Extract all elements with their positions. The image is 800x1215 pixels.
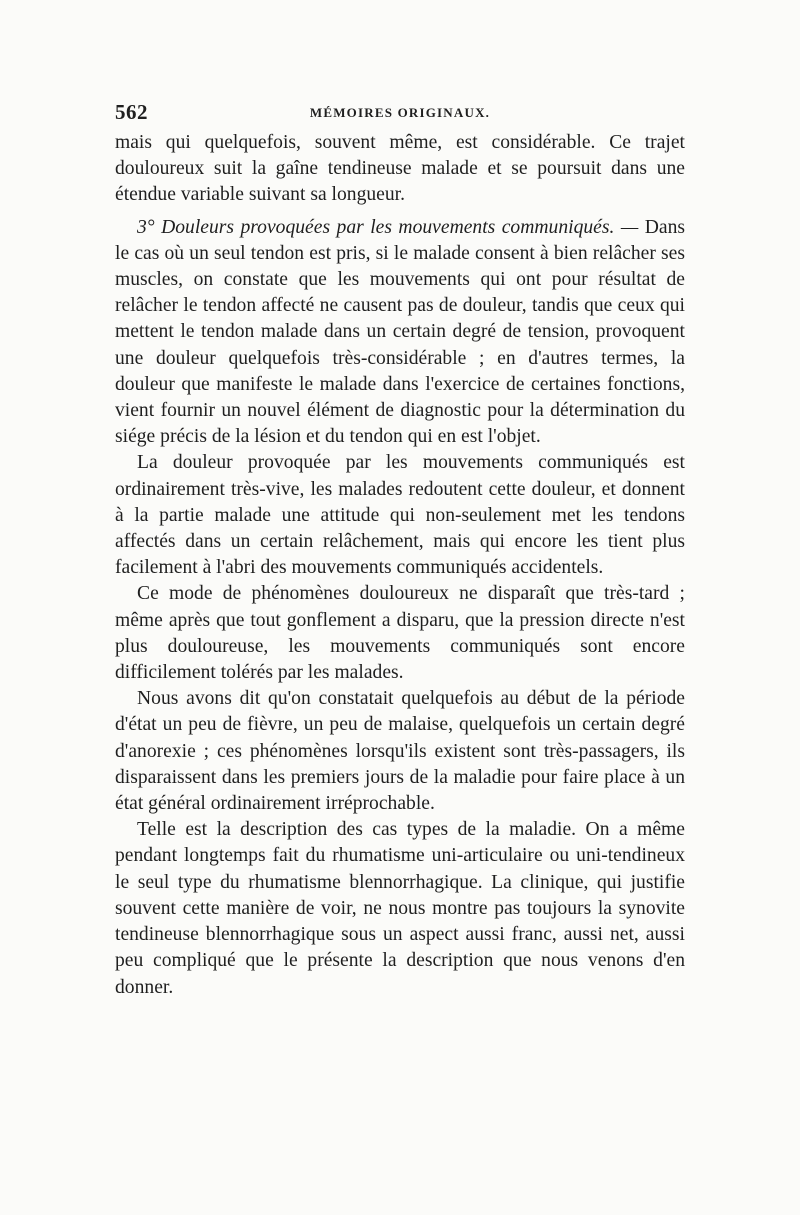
paragraph: Telle est la description des cas types de la maladie. On a même pendant longtemps fait du rhumatisme uni-articulaire ou uni-tendineux le seul type du rhumatisme blennorrhagique. La clinique, qui justifie souvent cette manière de voir, ne nous montre pas toujours la synovite tendineuse blennorrhagique sous un aspect aussi franc, aussi net, aussi peu compliqué que le présente la description que nous venons d'en donner. [115,819,685,998]
paragraph: La douleur provoquée par les mouvements communiqués est ordinairement très-vive, les malades redoutent cette douleur, et donnent à la partie malade une attitude qui non-seulement met les tendons affectés dans un certain relâchement, mais qui encore les tient plus facilement à l'abri des mouvements communiqués accidentels. [115,452,685,579]
page-number: 562 [115,100,148,124]
paragraph-continuation: mais qui quelquefois, souvent même, est considérable. Ce trajet douloureux suit la gaîne tendineuse malade et se poursuit dans une étendue variable suivant sa longueur. [115,132,685,206]
page-header [115,100,685,130]
paragraph-text: Dans le cas où un seul tendon est pris, si le malade consent à bien relâcher ses muscles, on constate que les mouvements qui ont pour résultat de relâcher le tendon affecté ne causent pas de douleur, tandis que ceux qui mettent le tendon malade dans un certain degré de tension, provoquent une douleur quelquefois très-considérable ; en d'autres termes, la douleur que manifeste le malade dans l'exercice de certaines fonctions, vient fournir un nouvel élément de diagnostic pour la détermination du siége précis de la lésion et du tendon qui en est l'objet. [115,216,685,448]
body-text [115,130,685,1001]
paragraph: Nous avons dit qu'on constatait quelquefois au début de la période d'état un peu de fièvre, un peu de malaise, quelquefois un certain degré d'anorexie ; ces phénomènes lorsqu'ils existent sont très-passagers, ils disparaissent dans les premiers jours de la maladie pour faire place à un état général ordinairement irréprochable. [115,688,685,815]
paragraph-section-3 [115,215,685,451]
section-heading: 3° Douleurs provoquées par les mouvements communiqués. — [137,216,639,238]
running-head: MÉMOIRES ORIGINAUX. [309,105,491,120]
paragraph: Ce mode de phénomènes douloureux ne disparaît que très-tard ; même après que tout gonflement a disparu, que la pression directe n'est plus douloureuse, les mouvements communiqués sont encore difficilement tolérés par les malades. [115,583,685,684]
